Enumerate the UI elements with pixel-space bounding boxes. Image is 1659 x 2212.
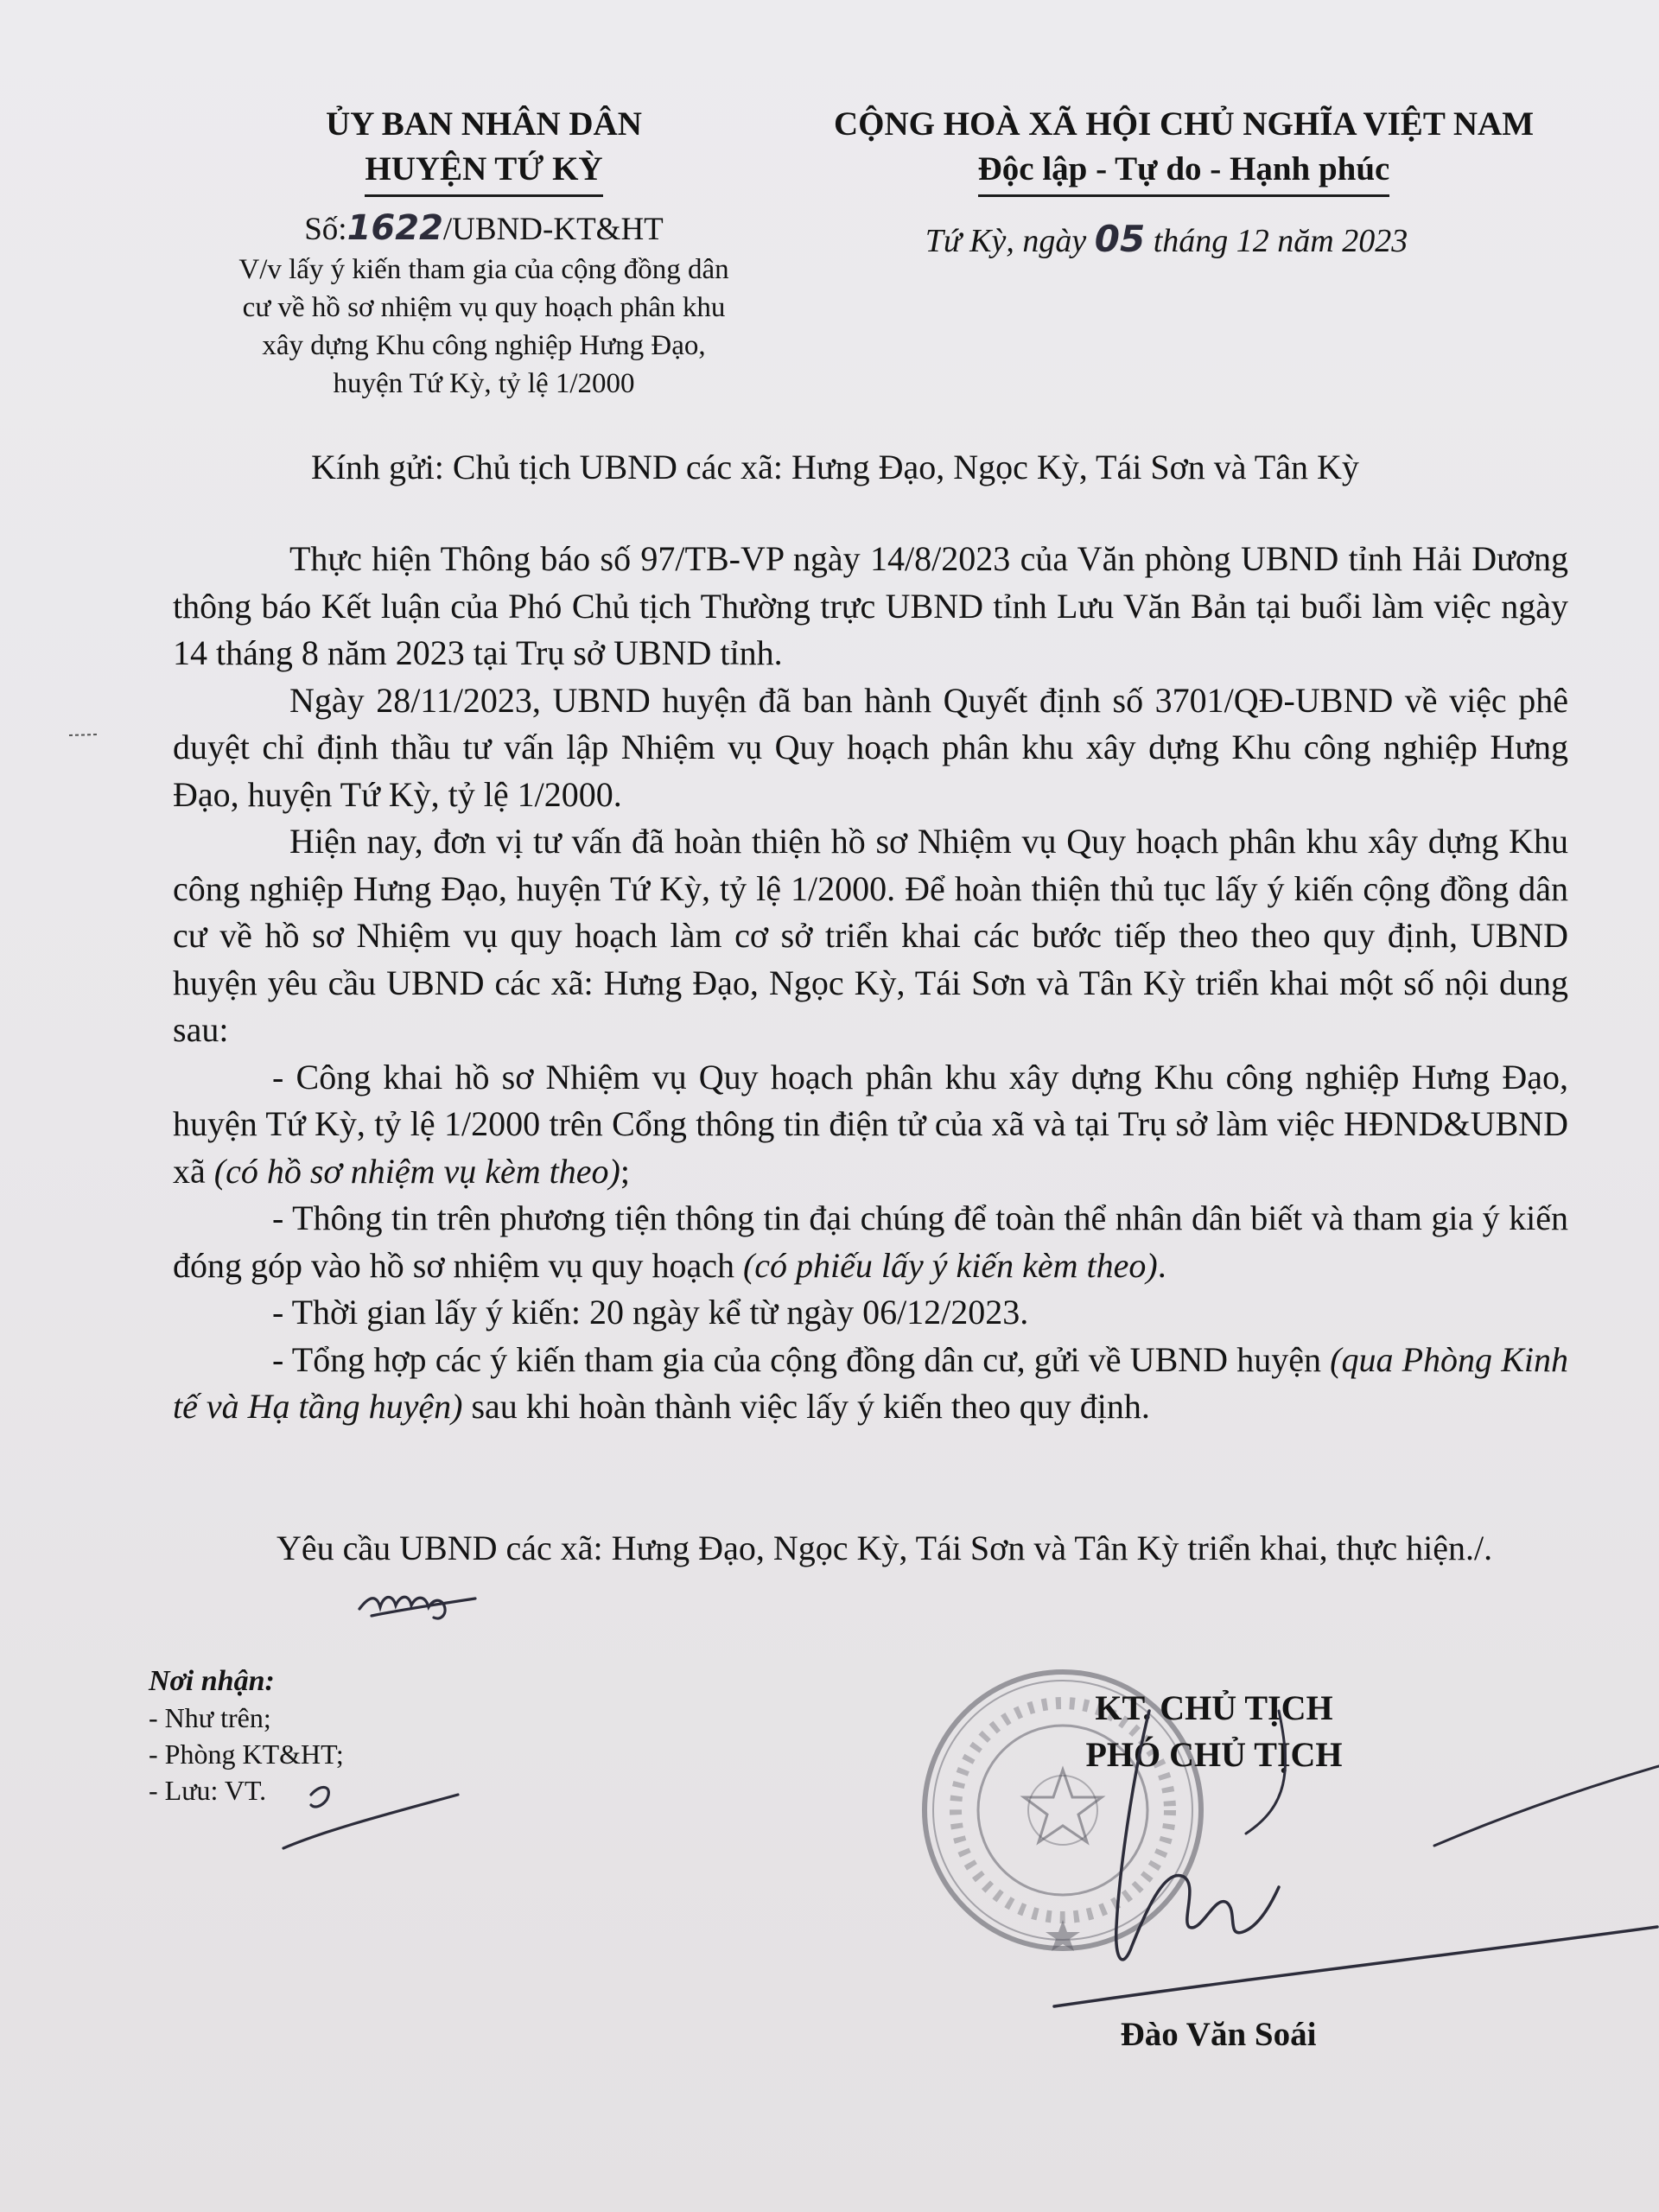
bullet-note: (có hồ sơ nhiệm vụ kèm theo) — [213, 1151, 620, 1191]
body-bullet — [173, 1195, 1568, 1289]
bullet-note: (có phiếu lấy ý kiến kèm theo) — [742, 1245, 1158, 1285]
date-after: tháng 12 năm 2023 — [1145, 223, 1408, 259]
document-body — [173, 536, 1568, 1431]
bullet-end: . — [1157, 1245, 1166, 1285]
document-subject — [173, 251, 795, 403]
body-bullet: - Thời gian lấy ý kiến: 20 ngày kể từ ngày 06/12/2023. — [272, 1293, 1029, 1332]
place-and-date — [795, 218, 1538, 263]
handwritten-day: 05 — [1094, 218, 1146, 260]
body-paragraph: Thực hiện Thông báo số 97/TB-VP ngày 14/8/2023 của Văn phòng UBND tỉnh Hải Dương thông báo Kết luận của Phó Chủ tịch Thường trực UBND tỉnh Lưu Văn Bản tại buổi làm việc ngày 14 tháng 8 năm 2023 tại Trụ sở UBND tỉnh. — [173, 539, 1568, 672]
recipient-line: Kính gửi: Chủ tịch UBND các xã: Hưng Đạo, Ngọc Kỳ, Tái Sơn và Tân Kỳ — [311, 448, 1359, 486]
recipient-item: - Lưu: VT. — [149, 1775, 267, 1806]
signer-name: Đào Văn Soái — [1120, 2016, 1317, 2053]
bullet-end: sau khi hoàn thành việc lấy ý kiến theo quy định. — [462, 1387, 1150, 1426]
scan-mark-icon — [67, 733, 102, 738]
body-paragraph: Ngày 28/11/2023, UBND huyện đã ban hành Quyết định số 3701/QĐ-UBND về việc phê duyệt chỉ định thầu tư vấn lập Nhiệm vụ Quy hoạch phân khu xây dựng Khu công nghiệp Hưng Đạo, huyện Tứ Kỳ, tỷ lệ 1/2000. — [173, 680, 1568, 814]
district-name: HUYỆN TỨ KỲ — [365, 147, 602, 197]
recipient-item: - Như trên; — [149, 1702, 271, 1733]
bullet-text: - Công khai hồ sơ Nhiệm vụ Quy hoạch phân khu xây dựng Khu công nghiệp Hưng Đạo, huyện Tứ Kỳ, tỷ lệ 1/2000 trên Cổng thông tin điện tử của xã và tại Trụ sở làm việc HĐND&UBND xã — [173, 1057, 1568, 1191]
agency-header — [216, 102, 752, 197]
bullet-end: ; — [620, 1151, 630, 1191]
subject-line: huyện Tứ Kỳ, tỷ lệ 1/2000 — [333, 368, 635, 399]
main-signature — [1020, 1676, 1659, 2022]
closing-text: Yêu cầu UBND các xã: Hưng Đạo, Ngọc Kỳ, Tái Sơn và Tân Kỳ triển khai, thực hiện./. — [276, 1529, 1493, 1567]
recipients-title: Nơi nhận: — [149, 1665, 275, 1697]
initials-signature — [354, 1573, 484, 1624]
national-header — [743, 102, 1624, 197]
body-paragraph: Hiện nay, đơn vị tư vấn đã hoàn thiện hồ sơ Nhiệm vụ Quy hoạch phân khu xây dựng Khu công nghiệp Hưng Đạo, huyện Tứ Kỳ, tỷ lệ 1/2000. Để hoàn thiện thủ tục lấy ý kiến cộng đồng dân cư về hồ sơ Nhiệm vụ quy hoạch làm cơ sở triển khai các bước tiếp theo theo quy định, UBND huyện yêu cầu UBND các xã: Hưng Đạo, Ngọc Kỳ, Tái Sơn và Tân Kỳ triển khai một số nội dung sau: — [173, 822, 1568, 1049]
bullet-text: - Thông tin trên phương tiện thông tin đại chúng để toàn thể nhân dân biết và tham gia ý kiến đóng góp vào hồ sơ nhiệm vụ quy hoạch — [173, 1198, 1568, 1285]
doc-number-prefix: Số: — [304, 212, 347, 247]
closing-paragraph — [173, 1525, 1568, 1573]
body-bullet — [173, 1337, 1568, 1431]
country-name: CỘNG HOÀ XÃ HỘI CHỦ NGHĨA VIỆT NAM — [833, 105, 1535, 143]
body-bullet — [173, 1054, 1568, 1196]
agency-name: ỦY BAN NHÂN DÂN — [326, 105, 642, 143]
signatory-line-1: KT. CHỦ TỊCH — [1095, 1688, 1333, 1727]
signatory-line-2: PHÓ CHỦ TỊCH — [1085, 1735, 1343, 1774]
subject-line: cư về hồ sơ nhiệm vụ quy hoạch phân khu — [242, 292, 726, 323]
doc-number-suffix: /UBND-KT&HT — [442, 212, 664, 247]
subject-line: V/v lấy ý kiến tham gia của cộng đồng dân — [238, 254, 729, 285]
national-motto: Độc lập - Tự do - Hạnh phúc — [978, 147, 1390, 197]
recipient-item: - Phòng KT&HT; — [149, 1738, 344, 1770]
handwritten-number: 1622 — [346, 208, 443, 248]
date-before: Tứ Kỳ, ngày — [925, 223, 1095, 259]
bullet-text: - Tổng hợp các ý kiến tham gia của cộng đồng dân cư, gửi về UBND huyện — [272, 1339, 1331, 1379]
bullet-note: (qua Phòng Kinh tế và Hạ tầng huyện) — [173, 1339, 1569, 1426]
document-number — [173, 207, 795, 251]
subject-line: xây dựng Khu công nghiệp Hưng Đạo, — [262, 330, 706, 361]
filing-signature — [276, 1776, 467, 1853]
